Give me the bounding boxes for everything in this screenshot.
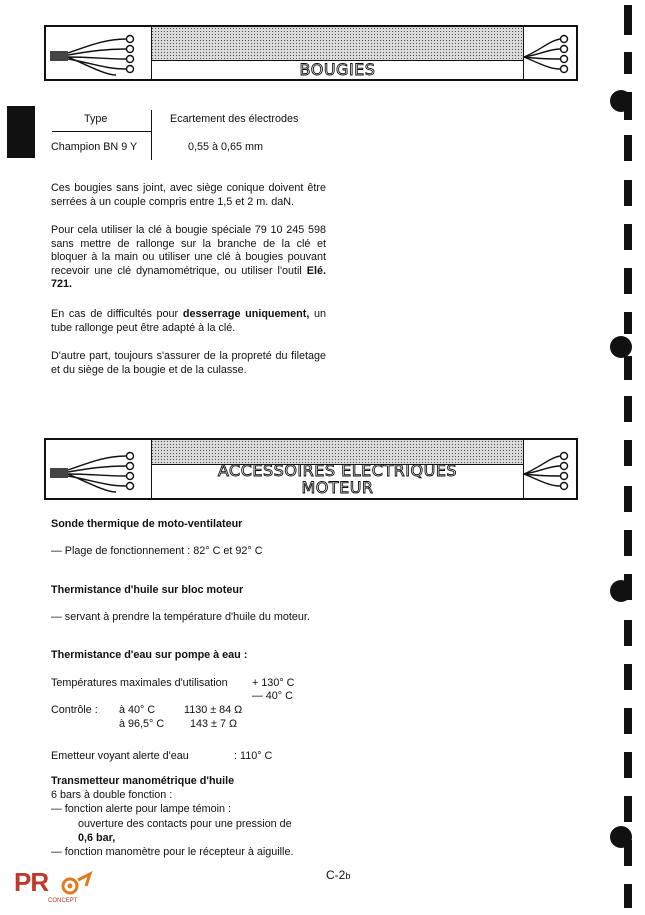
cable-icon-left	[46, 27, 151, 79]
table-header-type: Type	[84, 113, 108, 125]
emetteur-label: Emetteur voyant alerte d'eau	[51, 750, 189, 762]
thermistance-huile-desc: — servant à prendre la température d'huile du moteur.	[51, 611, 310, 623]
sonde-range: — Plage de fonctionnement : 82° C et 92° C	[51, 545, 263, 557]
transmetteur-line-5: — fonction manomètre pour le récepteur à aiguille.	[51, 846, 294, 858]
heading-thermistance-eau: Thermistance d'eau sur pompe à eau :	[51, 649, 248, 661]
table-cell-type: Champion BN 9 Y	[51, 141, 138, 153]
heading-transmetteur: Transmetteur manométrique d'huile	[51, 775, 235, 787]
paragraph-cleanliness: D'autre part, toujours s'assurer de la propreté du filetage et du siège de la bougie et de la culasse.	[51, 350, 326, 376]
table-header-gap: Ecartement des électrodes	[170, 113, 299, 125]
table-header-rule	[52, 131, 152, 132]
controle-temp-2: à 96,5° C	[119, 718, 165, 730]
emetteur-value: : 110° C	[234, 750, 273, 762]
paragraph-torque: Ces bougies sans joint, avec siège conique doivent être serrées à un couple compris entre 1,5 et 2 m. daN.	[51, 182, 326, 208]
heading-thermistance-huile: Thermistance d'huile sur bloc moteur	[51, 584, 244, 596]
cable-icon-left	[46, 440, 151, 498]
paragraph-tool: Pour cela utiliser la clé à bougie spéciale 79 10 245 598 sans mettre de rallonge sur la branche de la clé et bloquer à la main ou utiliser une clé à bougies pouvant recevoir une clé dynamométrique, ou utiliser l'outil Elé. 721.	[51, 224, 326, 290]
controle-temp-1: à 40° C	[119, 704, 156, 716]
banner-title-line2: MOTEUR	[301, 478, 374, 497]
table-column-divider	[151, 110, 152, 160]
transmetteur-line-3: ouverture des contacts pour une pression de	[78, 818, 292, 830]
temp-label: Températures maximales d'utilisation	[51, 677, 228, 689]
cable-icon-right	[524, 27, 576, 79]
table-cell-gap: 0,55 à 0,65 mm	[188, 141, 264, 153]
controle-value-1: 1130 ± 84 Ω	[184, 704, 243, 716]
transmetteur-line-4: 0,6 bar,	[78, 832, 116, 844]
banner-title: BOUGIES	[299, 60, 376, 79]
temp-minus: — 40° C	[252, 690, 293, 702]
banner-bougies	[44, 25, 578, 81]
logo-text: PR	[14, 867, 49, 897]
section-tab-marker	[7, 106, 35, 158]
cable-icon-right	[524, 440, 576, 498]
heading-sonde: Sonde thermique de moto-ventilateur	[51, 518, 243, 530]
banner-accessoires	[44, 438, 578, 500]
temp-plus: + 130° C	[252, 677, 295, 689]
paragraph-loosening: En cas de difficultés pour desserrage uniquement, un tube rallonge peut être adapté à la clé.	[51, 308, 327, 334]
banner-title-line1: ACCESSOIRES ELECTRIQUES	[217, 461, 458, 480]
controle-label: Contrôle :	[51, 704, 98, 716]
pr-concept-logo	[12, 866, 94, 910]
transmetteur-line-2: — fonction alerte pour lampe témoin :	[51, 803, 232, 815]
controle-value-2: 143 ± 7 Ω	[190, 718, 238, 730]
transmetteur-line-1: 6 bars à double fonction :	[51, 789, 173, 801]
page-number: C-2b	[326, 868, 351, 882]
logo-subtext: CONCEPT	[48, 898, 78, 904]
